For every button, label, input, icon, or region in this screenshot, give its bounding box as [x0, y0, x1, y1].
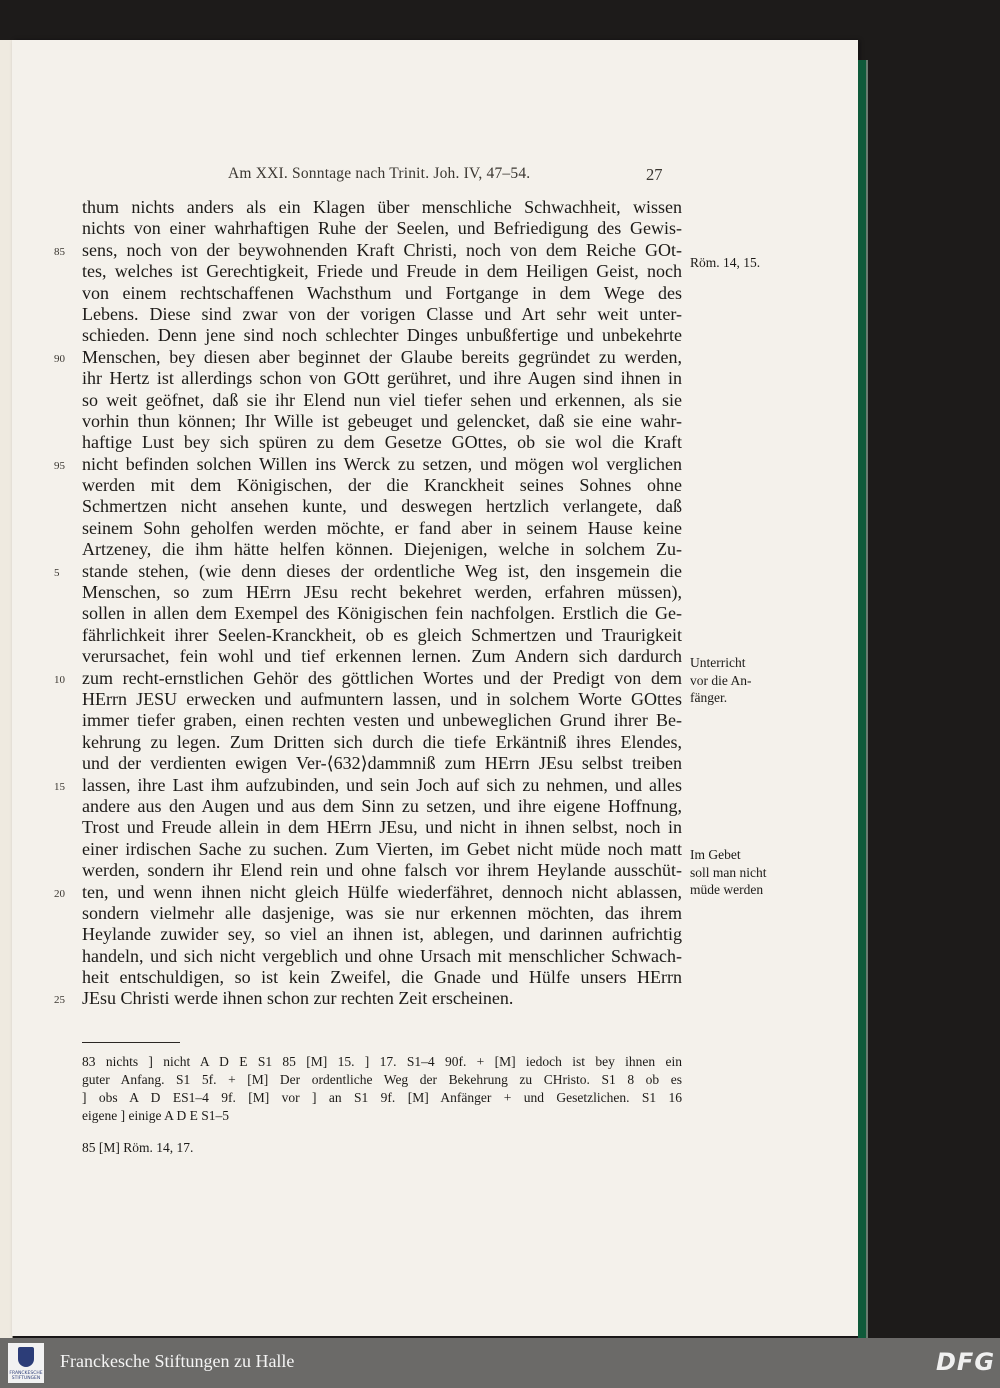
- line-number: 25: [54, 994, 65, 1007]
- line-text: zum recht-ernstlichen Gehör des göttlichen Wortes und der Predigt von dem: [82, 667, 682, 688]
- text-line: [82, 218, 682, 239]
- margin-note-line: vor die An-: [690, 672, 752, 688]
- text-line: [82, 924, 682, 945]
- margin-note-line: müde werden: [690, 882, 764, 897]
- line-text: Lebens. Diese sind zwar von der vorigen Classe und Art sehr weit unter-: [82, 303, 682, 324]
- text-line: [82, 796, 682, 817]
- apparatus-line: ] obs A D ES1–4 9f. [M] vor ] an S1 9f. [M] Anfänger + und Gesetzlichen. S1 16: [82, 1090, 682, 1105]
- line-text: Menschen, so zum HErrn JEsu recht bekehret werden, erfahren müssen),: [82, 582, 682, 603]
- franckesche-logo[interactable]: FRANCKESCHE STIFTUNGEN: [8, 1343, 44, 1383]
- dfg-logo[interactable]: DFG: [936, 1348, 996, 1376]
- line-text: werden mit dem Königischen, der die Kranckheit seines Sohnes ohne: [82, 475, 682, 496]
- line-text: ihr Hertz ist allerdings schon von GOtt gerühret, und ihre Augen sind ihnen in: [82, 368, 682, 389]
- margin-note-line: Unterricht: [690, 655, 746, 670]
- text-line: [82, 518, 682, 539]
- line-text: verursachet, fein wohl und tief erkennen lernen. Zum Andern sich dardurch: [82, 646, 682, 667]
- text-line: [82, 603, 682, 624]
- apparatus-line: 83 nichts ] nicht A D E S1 85 [M] 15. ] 17. S1–4 90f. + [M] iedoch ist bey ihnen ein: [82, 1054, 682, 1069]
- line-text: seinem Sohn geholfen werden möchte, er fand aber in seinem Hause keine: [82, 517, 682, 538]
- text-line: [54, 881, 682, 903]
- line-text: thum nichts anders als ein Klagen über menschliche Schwachheit, wissen: [82, 197, 682, 217]
- text-line: [82, 839, 682, 860]
- line-number: 15: [54, 780, 65, 793]
- line-text: sondern vielmehr alle dasjenige, was sie nur erkennen möchten, das ihrem: [82, 902, 682, 923]
- margin-note-line: Im Gebet: [690, 847, 741, 862]
- text-line: [82, 732, 682, 753]
- running-head: Am XXI. Sonntage nach Trinit. Joh. IV, 47–54.: [228, 165, 531, 182]
- line-text: immer tiefer graben, einen rechten vesten und unbeweglichen Grund ihrer Be-: [82, 710, 682, 731]
- text-line: [82, 475, 682, 496]
- text-line: [82, 197, 682, 218]
- line-text: nichts von einer wahrhaftigen Ruhe der Seelen, und Befriedigung des Gewis-: [82, 218, 682, 239]
- text-line: [54, 774, 682, 796]
- footer-title[interactable]: Franckesche Stiftungen zu Halle: [60, 1351, 295, 1371]
- text-line: [54, 239, 682, 261]
- text-line: [82, 946, 682, 967]
- text-line: [82, 710, 682, 731]
- margin-note-line: fänger.: [690, 690, 728, 705]
- main-text: [54, 197, 682, 1010]
- text-line: [54, 667, 682, 689]
- line-text: stande stehen, (wie denn dieses der ordentliche Weg ist, den insgemein die: [82, 560, 682, 581]
- line-text: einer irdischen Sache zu suchen. Zum Vierten, im Gebet nicht müde noch matt: [82, 838, 682, 859]
- text-line: [82, 304, 682, 325]
- shield-icon: [18, 1347, 34, 1367]
- text-line: [82, 582, 682, 603]
- footnote-rule: [82, 1042, 180, 1043]
- line-text: tes, welches ist Gerechtigkeit, Friede und Freude in dem Heiligen Geist, noch: [82, 261, 682, 282]
- margin-note-rom: [690, 254, 800, 272]
- book-cover-edge: [858, 60, 866, 1340]
- margin-note-unterricht: [690, 654, 800, 707]
- line-text: JEsu Christi werde ihnen schon zur rechten Zeit erscheinen.: [82, 988, 514, 1009]
- line-text: nicht befinden solchen Willen ins Werck zu setzen, und mögen wol verglichen: [82, 453, 682, 474]
- text-line: [82, 753, 682, 774]
- page-number: 27: [646, 165, 663, 184]
- line-text: Heylande zuwider sey, so viel an ihnen ist, ablegen, und darinnen aufrichtig: [82, 924, 682, 945]
- text-line: [54, 988, 682, 1009]
- text-line: [82, 689, 682, 710]
- page-header: [12, 165, 858, 185]
- text-line: [82, 261, 682, 282]
- line-number: 10: [54, 673, 65, 686]
- line-text: und der verdienten ewigen Ver-⟨632⟩dammniß zum HErrn JEsu selbst treiben: [82, 753, 682, 774]
- line-text: so weit geöfnet, daß sie ihr Elend nun viel tiefer sehen und erkennen, als sie: [82, 389, 682, 410]
- line-text: vorhin thun können; Ihr Wille ist gebeuget und gelencket, daß sie eine wahr-: [82, 410, 682, 431]
- line-text: sens, noch von der beywohnenden Kraft Christi, noch von dem Reiche GOt-: [82, 239, 682, 260]
- line-number: 90: [54, 352, 65, 365]
- apparatus-line: guter Anfang. S1 5f. + [M] Der ordentliche Weg der Bekehrung zu CHristo. S1 8 ob es: [82, 1072, 682, 1087]
- line-number: 95: [54, 459, 65, 472]
- text-line: [82, 903, 682, 924]
- line-text: Trost und Freude allein in dem HErrn JEsu, und nicht in ihnen selbst, noch in: [82, 817, 682, 838]
- text-line: [82, 496, 682, 517]
- margin-note-line: soll man nicht: [690, 864, 767, 880]
- line-text: lassen, ihre Last ihm aufzubinden, und sein Joch auf sich zu nehmen, und alles: [82, 774, 682, 795]
- line-text: HErrn JESU erwecken und aufmuntern lassen, und in solchem Worte GOttes: [82, 688, 682, 709]
- line-text: Menschen, bey diesen aber beginnet der Glaube bereits gegründet zu werden,: [82, 346, 682, 367]
- book-page: [12, 40, 858, 1336]
- text-line: [54, 346, 682, 368]
- line-text: andere aus den Augen und aus dem Sinn zu setzen, und ihre eigene Hoffnung,: [82, 795, 682, 816]
- text-line: [82, 625, 682, 646]
- line-text: sollen in allen dem Exempel des Königischen fein nachfolgen. Erstlich die Ge-: [82, 603, 682, 624]
- line-text: Artzeney, die ihm hätte helfen können. Diejenigen, welche in solchem Zu-: [82, 539, 682, 560]
- text-line: [82, 860, 682, 881]
- line-text: heit entschuldigen, so ist kein Zweifel, die Gnade und Hülfe unsers HErrn: [82, 967, 682, 988]
- line-text: ten, und wenn ihnen nicht gleich Hülfe wiederfähret, dennoch nicht ablassen,: [82, 881, 682, 902]
- book-cover-edge-shadow: [866, 60, 868, 1340]
- critical-apparatus: [82, 1053, 682, 1125]
- footnote: 85 [M] Röm. 14, 17.: [82, 1140, 194, 1155]
- text-line: [82, 283, 682, 304]
- text-line: [54, 560, 682, 582]
- text-line: [82, 390, 682, 411]
- line-number: 20: [54, 887, 65, 900]
- line-text: schieden. Denn jene sind noch schlechter Dinges unbußfertige und unbekehrte: [82, 325, 682, 346]
- text-line: [82, 967, 682, 988]
- line-number: 5: [54, 566, 60, 579]
- text-line: [54, 453, 682, 475]
- text-line: [82, 646, 682, 667]
- line-text: fährlichkeit ihrer Seelen-Kranckheit, ob es gleich Schmertzen und Traurigkeit: [82, 624, 682, 645]
- text-line: [82, 411, 682, 432]
- line-number: 85: [54, 245, 65, 258]
- text-line: [82, 368, 682, 389]
- text-line: [82, 432, 682, 453]
- line-text: von einem rechtschaffenen Wachsthum und Fortgange in dem Wege des: [82, 282, 682, 303]
- text-line: [82, 325, 682, 346]
- line-text: kehrung zu legen. Zum Dritten sich durch die tiefe Erkäntniß ihres Elendes,: [82, 731, 682, 752]
- apparatus-line: eigene ] einige A D E S1–5: [82, 1108, 229, 1123]
- line-text: werden, sondern ihr Elend rein und ohne falsch vor ihrem Heylande ausschüt-: [82, 860, 682, 881]
- line-text: Schmertzen nicht ansehen kunte, und deswegen hertzlich verlangete, daß: [82, 496, 682, 517]
- line-text: handeln, und sich nicht vergeblich und ohne Ursach mit menschlicher Schwach-: [82, 945, 682, 966]
- text-line: [82, 817, 682, 838]
- margin-note-line: Röm. 14, 15.: [690, 255, 761, 270]
- text-line: [82, 539, 682, 560]
- margin-note-gebet: [690, 846, 800, 899]
- line-text: haftige Lust bey sich spüren zu dem Gesetze GOttes, ob sie wol die Kraft: [82, 432, 682, 453]
- viewer-footer-bar: [0, 1338, 1000, 1388]
